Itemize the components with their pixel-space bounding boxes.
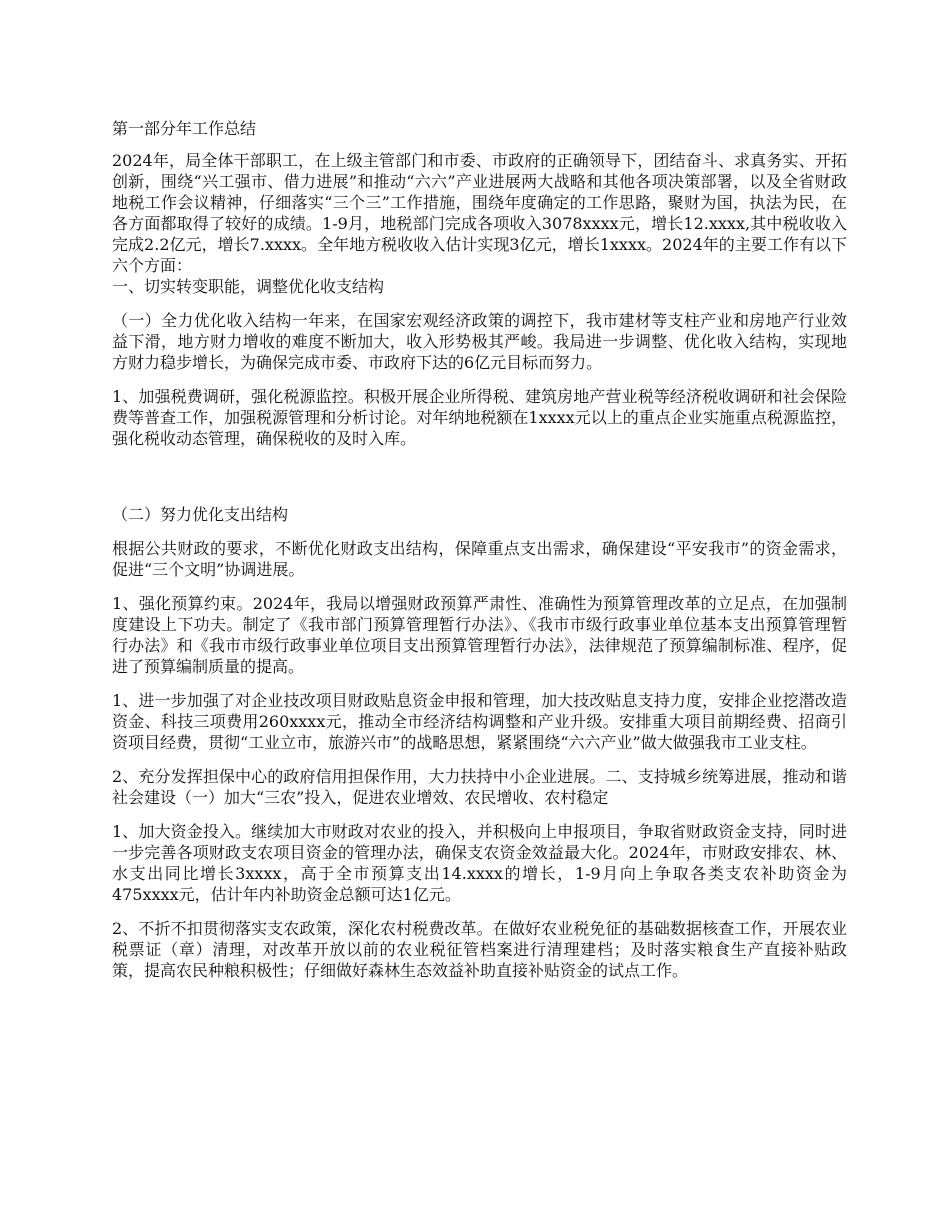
tax-monitoring-paragraph: 1、加强税费调研，强化税源监控。积极开展企业所得税、建筑房地产营业税等经济税收调研和社会保险费等普查工作，加强税源管理和分析讨论。对年纳地税额在1xxxx元以上的重点企业实施重点税源监控，强化税收动态管理，确保税收的及时入库。 — [112, 387, 847, 448]
subsection-2-heading: （二）努力优化支出结构 — [112, 505, 289, 524]
subsection-1-paragraph: （一）全力优化收入结构一年来，在国家宏观经济政策的调控下，我市建材等支柱产业和房地产行业效益下滑，地方财力增收的难度不断加大，收入形势极其严峻。我局进一步调整、优化收入结构，实现地方财力稳步增长，为确保完成市委、市政府下达的6亿元目标而努力。 — [112, 311, 847, 372]
document-title: 第一部分年工作总结 — [112, 119, 257, 138]
agriculture-policy-paragraph: 2、不折不扣贯彻落实支农政策，深化农村税费改革。在做好农业税免征的基础数据核查工作，开展农业税票证（章）清理，对改革开放以前的农业税征管档案进行清理建档；及时落实粮食生产直接补贴政策，提高农民种粮积极性；仔细做好森林生态效益补助直接补贴资金的试点工作。 — [112, 919, 847, 980]
spacer — [112, 462, 847, 504]
tech-reform-paragraph: 1、进一步加强了对企业技改项目财政贴息资金申报和管理，加大技改贴息支持力度，安排企业挖潜改造资金、科技三项费用260xxxx元，推动全市经济结构调整和产业升级。安排重大项目前期经费、招商引资项目经费，贯彻“工业立市，旅游兴市”的战略思想，紧紧围绕“六六产业”做大做强我市工业支柱。 — [112, 691, 847, 752]
agriculture-funding-paragraph: 1、加大资金投入。继续加大市财政对农业的投入，并积极向上申报项目，争取省财政资金支持，同时进一步完善各项财政支农项目资金的管理办法，确保支农资金效益最大化。2024年，市财政安排农、林、水支出同比增长3xxxx，高于全市预算支出14.xxxx的增长，1-9月向上争取各类支农补助资金为475xxxx元，估计年内补助资金总额可达1亿元。 — [112, 822, 847, 904]
section-1-heading: 一、切实转变职能，调整优化收支结构 — [112, 277, 385, 296]
intro-paragraph: 2024年，局全体干部职工，在上级主管部门和市委、市政府的正确领导下，团结奋斗、求真务实、开拓创新，围绕“兴工强市、借力进展”和推动“六六”产业进展两大战略和其他各项决策部署，以及全省财政地税工作会议精神，仔细落实“三个三”工作措施，围绕年度确定的工作思路，聚财为国，执法为民，在各方面都取得了较好的成绩。1-9月，地税部门完成各项收入3078xxxx元，增长12.xxxx,其中税收收入完成2.2亿元，增长7.xxxx。全年地方税收收入估计实现3亿元，增长1xxxx。2024年的主要工作有以下六个方面： — [112, 151, 847, 275]
document-page — [112, 118, 847, 994]
subsection-2-paragraph: 根据公共财政的要求，不断优化财政支出结构，保障重点支出需求，确保建设“平安我市”的资金需求，促进“三个文明”协调进展。 — [112, 539, 847, 579]
budget-paragraph: 1、强化预算约束。2024年，我局以增强财政预算严肃性、准确性为预算管理改革的立足点，在加强制度建设上下功夫。制定了《我市部门预算管理暂行办法》、《我市市级行政事业单位基本支出预算管理暂行办法》和《我市市级行政事业单位项目支出预算管理暂行办法》，法律规范了预算编制标准、程序，促进了预算编制质量的提高。 — [112, 594, 847, 676]
guarantee-paragraph: 2、充分发挥担保中心的政府信用担保作用，大力扶持中小企业进展。二、支持城乡统筹进展，推动和谐社会建设（一）加大“三农”投入，促进农业增效、农民增收、农村稳定 — [112, 767, 847, 807]
